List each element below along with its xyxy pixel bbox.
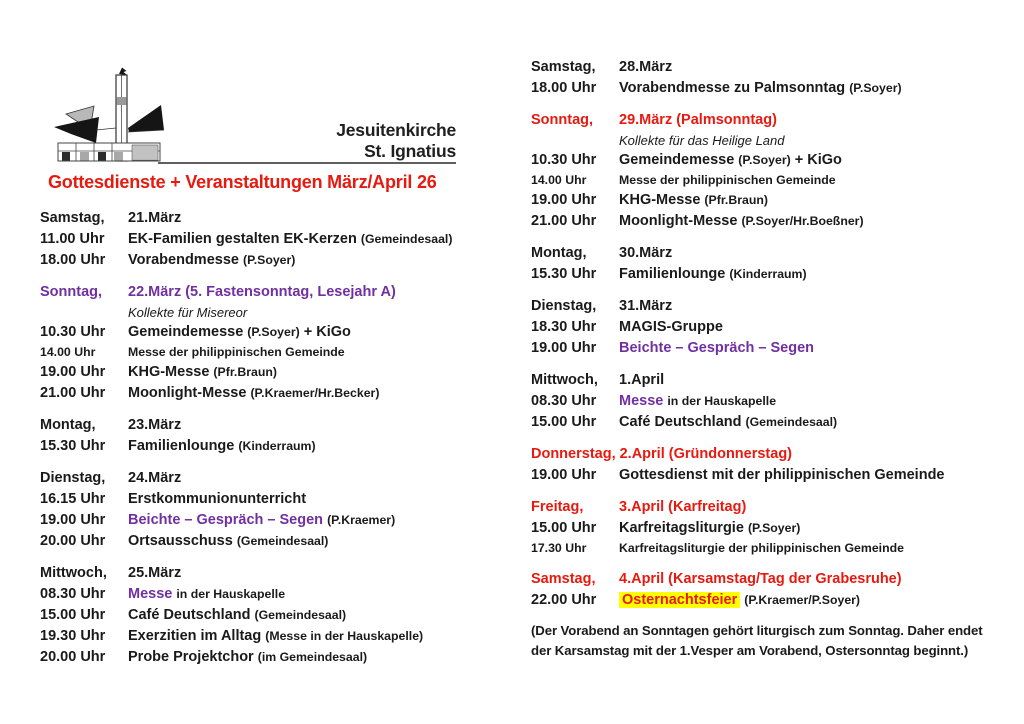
event-text: Karfreitagsliturgie	[619, 520, 744, 536]
schedule-column-right	[531, 57, 1009, 622]
day-section	[531, 296, 1009, 359]
event-time: 18.30 Uhr	[531, 319, 597, 335]
event-text: (P.Soyer)	[242, 253, 296, 267]
event-description	[619, 171, 1009, 190]
event-row	[40, 343, 520, 362]
event-text: Probe Projektchor	[128, 649, 254, 665]
event-text: Erstkommunionunterricht	[128, 491, 307, 507]
event-row	[40, 322, 520, 343]
event-text: Gottesdienst mit der philippinischen Gemeinde	[619, 467, 945, 483]
event-text: Osternachtsfeier	[619, 592, 740, 608]
day-header	[531, 569, 1009, 590]
event-row	[40, 626, 520, 647]
event-row	[531, 264, 1009, 285]
event-text: (P.Soyer/Hr.Boeßner)	[741, 214, 864, 228]
event-text: Moonlight-Messe	[128, 385, 247, 401]
event-description	[619, 518, 1009, 539]
event-row	[40, 510, 520, 531]
day-section	[531, 569, 1009, 611]
event-time: 15.00 Uhr	[531, 520, 597, 536]
event-time: 19.00 Uhr	[531, 467, 597, 483]
event-row	[40, 436, 520, 457]
event-text: (P.Soyer)	[849, 81, 902, 95]
event-text: Café Deutschland	[619, 414, 742, 430]
event-description	[619, 391, 1009, 412]
event-description	[128, 647, 520, 668]
event-description	[619, 211, 1009, 232]
day-label: Sonntag,	[531, 112, 594, 128]
day-label: Mittwoch,	[40, 565, 107, 581]
date-label: 1.April	[619, 372, 665, 388]
footer-note	[531, 621, 1021, 661]
event-text: Messe der philippinischen Gemeinde	[619, 173, 836, 187]
event-text: Gemeindemesse	[619, 152, 735, 168]
collection-note: Kollekte für Misereor	[128, 305, 248, 320]
event-time: 18.00 Uhr	[531, 80, 597, 96]
event-description	[128, 531, 520, 552]
date-label: 4.April (Karsamstag/Tag der Grabesruhe)	[619, 571, 902, 587]
day-label: Samstag,	[40, 210, 105, 226]
church-name-line2: St. Ignatius	[364, 141, 456, 161]
event-text: (Kinderraum)	[729, 267, 807, 281]
day-section	[40, 563, 520, 668]
header-divider	[158, 162, 456, 164]
event-text: Beichte – Gespräch – Segen	[128, 512, 324, 528]
event-text: (Messe in der Hauskapelle)	[265, 629, 424, 643]
church-name	[235, 120, 456, 162]
event-description	[128, 436, 520, 457]
event-text: Familienlounge	[619, 266, 726, 282]
event-text: Ortsausschuss	[128, 533, 233, 549]
event-text: Beichte – Gespräch – Segen	[619, 340, 815, 356]
date-label: 30.März	[619, 245, 673, 261]
event-row	[531, 338, 1009, 359]
note-row	[531, 131, 1009, 150]
event-description	[128, 322, 520, 343]
event-text: Messe der philippinischen Gemeinde	[128, 345, 345, 359]
event-text: Messe	[128, 586, 173, 602]
event-time: 20.00 Uhr	[40, 649, 106, 665]
event-text: in der Hauskapelle	[667, 394, 777, 408]
event-description	[619, 78, 1009, 99]
event-row	[531, 465, 1009, 486]
event-time: 08.30 Uhr	[531, 393, 597, 409]
footer-line: der Karsamstag mit der 1.Vesper am Vorabend, Ostersonntag beginnt.)	[531, 643, 969, 658]
day-label: Dienstag,	[40, 470, 106, 486]
event-time: 18.00 Uhr	[40, 252, 106, 268]
collection-note: Kollekte für das Heilige Land	[619, 133, 785, 148]
event-text: (Pfr.Braun)	[704, 193, 768, 207]
event-row	[40, 489, 520, 510]
event-row	[40, 229, 520, 250]
day-section	[40, 415, 520, 457]
event-description	[619, 317, 1009, 338]
day-header	[40, 208, 520, 229]
event-time: 10.30 Uhr	[40, 324, 106, 340]
event-time: 17.30 Uhr	[531, 541, 587, 555]
day-label: Freitag,	[531, 499, 584, 515]
event-time: 14.00 Uhr	[531, 173, 587, 187]
event-row	[531, 412, 1009, 433]
page-title: Gottesdienste + Veranstaltungen März/April 26	[48, 172, 437, 192]
day-section	[40, 208, 520, 271]
event-text: (Pfr.Braun)	[213, 365, 277, 379]
event-description	[128, 626, 520, 647]
event-text: MAGIS-Gruppe	[619, 319, 723, 335]
event-text: Messe	[619, 393, 664, 409]
event-row	[40, 362, 520, 383]
day-label: Samstag,	[531, 571, 596, 587]
event-time: 15.30 Uhr	[531, 266, 597, 282]
church-name-line1: Jesuitenkirche	[336, 120, 456, 140]
church-logo-icon	[50, 66, 168, 166]
event-row	[531, 317, 1009, 338]
event-description	[619, 412, 1009, 433]
day-header	[531, 497, 1009, 518]
day-section	[531, 110, 1009, 232]
event-row	[531, 590, 1009, 611]
event-time: 08.30 Uhr	[40, 586, 106, 602]
event-text: (Gemeindesaal)	[236, 534, 329, 548]
event-time: 10.30 Uhr	[531, 152, 597, 168]
event-text: Karfreitagsliturgie der philippinischen Gemeinde	[619, 541, 904, 555]
event-row	[40, 383, 520, 404]
day-section	[531, 497, 1009, 558]
event-time: 21.00 Uhr	[531, 213, 597, 229]
event-row	[40, 605, 520, 626]
note-row	[40, 303, 520, 322]
event-time: 15.00 Uhr	[40, 607, 106, 623]
date-label: 22.März (5. Fastensonntag, Lesejahr A)	[128, 284, 396, 300]
event-time: 14.00 Uhr	[40, 345, 96, 359]
event-text: (P.Soyer)	[247, 325, 300, 339]
day-label: Sonntag,	[40, 284, 103, 300]
event-time: 19.00 Uhr	[531, 192, 597, 208]
event-description	[619, 190, 1009, 211]
day-section	[531, 243, 1009, 285]
event-row	[531, 190, 1009, 211]
day-header	[40, 468, 520, 489]
event-text: KHG-Messe	[619, 192, 701, 208]
event-time: 19.30 Uhr	[40, 628, 106, 644]
day-section	[531, 57, 1009, 99]
day-header	[531, 370, 1009, 391]
date-label: 31.März	[619, 298, 673, 314]
schedule-column-left	[40, 208, 520, 679]
event-time: 16.15 Uhr	[40, 491, 106, 507]
event-row	[40, 250, 520, 271]
day-label: Mittwoch,	[531, 372, 598, 388]
day-label: Samstag,	[531, 59, 596, 75]
event-row	[531, 211, 1009, 232]
event-description	[619, 590, 1009, 611]
event-description	[619, 264, 1009, 285]
event-description	[619, 338, 1009, 359]
event-text: + KiGo	[794, 152, 842, 168]
day-section	[531, 370, 1009, 433]
event-text: (Gemeindesaal)	[745, 415, 838, 429]
event-text: KHG-Messe	[128, 364, 210, 380]
event-time: 11.00 Uhr	[40, 231, 105, 247]
event-time: 21.00 Uhr	[40, 385, 106, 401]
event-time: 19.00 Uhr	[531, 340, 597, 356]
event-description	[128, 250, 520, 271]
event-description	[128, 229, 520, 250]
event-text: (Gemeindesaal)	[360, 232, 453, 246]
event-text: Familienlounge	[128, 438, 235, 454]
date-label: 21.März	[128, 210, 182, 226]
day-section	[40, 468, 520, 552]
event-text: Gemeindemesse	[128, 324, 244, 340]
event-row	[531, 150, 1009, 171]
event-description	[619, 539, 1009, 558]
event-text: Vorabendmesse zu Palmsonntag	[619, 80, 846, 96]
date-label: 25.März	[128, 565, 182, 581]
day-header: Donnerstag, 2.April (Gründonnerstag)	[531, 446, 793, 462]
event-text: Café Deutschland	[128, 607, 251, 623]
date-label: 23.März	[128, 417, 182, 433]
day-header	[531, 57, 1009, 78]
event-description	[128, 510, 520, 531]
event-time: 15.00 Uhr	[531, 414, 597, 430]
event-row	[40, 584, 520, 605]
event-description	[128, 605, 520, 626]
day-section	[531, 444, 1009, 486]
event-time: 15.30 Uhr	[40, 438, 106, 454]
event-text: (P.Kraemer)	[327, 513, 396, 527]
event-description	[619, 150, 1009, 171]
day-header	[40, 563, 520, 584]
day-label: Dienstag,	[531, 298, 597, 314]
event-description	[128, 343, 520, 362]
event-row	[40, 647, 520, 668]
event-row	[531, 391, 1009, 412]
event-time: 22.00 Uhr	[531, 592, 597, 608]
event-text: Exerzitien im Alltag	[128, 628, 262, 644]
day-header	[40, 282, 520, 303]
event-row	[531, 78, 1009, 99]
event-description	[128, 383, 520, 404]
event-text: (Gemeindesaal)	[254, 608, 347, 622]
date-label: 29.März (Palmsonntag)	[619, 112, 777, 128]
event-row	[531, 539, 1009, 558]
event-row	[40, 531, 520, 552]
event-time: 19.00 Uhr	[40, 364, 106, 380]
event-text: (Kinderraum)	[238, 439, 316, 453]
event-description	[128, 362, 520, 383]
event-text: in der Hauskapelle	[176, 587, 286, 601]
event-row	[531, 171, 1009, 190]
event-time: 20.00 Uhr	[40, 533, 106, 549]
footer-line: (Der Vorabend an Sonntagen gehört liturgisch zum Sonntag. Daher endet	[531, 623, 983, 638]
day-header	[531, 243, 1009, 264]
event-text: Vorabendmesse	[128, 252, 239, 268]
day-label: Montag,	[40, 417, 96, 433]
event-text: (P.Soyer)	[738, 153, 791, 167]
event-text: (P.Soyer)	[747, 521, 801, 535]
event-text: EK-Familien gestalten EK-Kerzen	[128, 231, 357, 247]
event-description	[128, 584, 520, 605]
date-label: 3.April (Karfreitag)	[619, 499, 747, 515]
day-header	[531, 296, 1009, 317]
event-text: (P.Kraemer/P.Soyer)	[744, 593, 861, 607]
event-text: (im Gemeindesaal)	[257, 650, 368, 664]
day-header	[40, 415, 520, 436]
event-time: 19.00 Uhr	[40, 512, 106, 528]
event-description	[619, 465, 1009, 486]
date-label: 28.März	[619, 59, 673, 75]
event-row	[531, 518, 1009, 539]
event-text: (P.Kraemer/Hr.Becker)	[250, 386, 380, 400]
day-section	[40, 282, 520, 404]
day-header	[531, 110, 1009, 131]
event-description	[128, 489, 520, 510]
date-label: 24.März	[128, 470, 182, 486]
day-label: Montag,	[531, 245, 587, 261]
event-text: Moonlight-Messe	[619, 213, 738, 229]
event-text: + KiGo	[303, 324, 351, 340]
